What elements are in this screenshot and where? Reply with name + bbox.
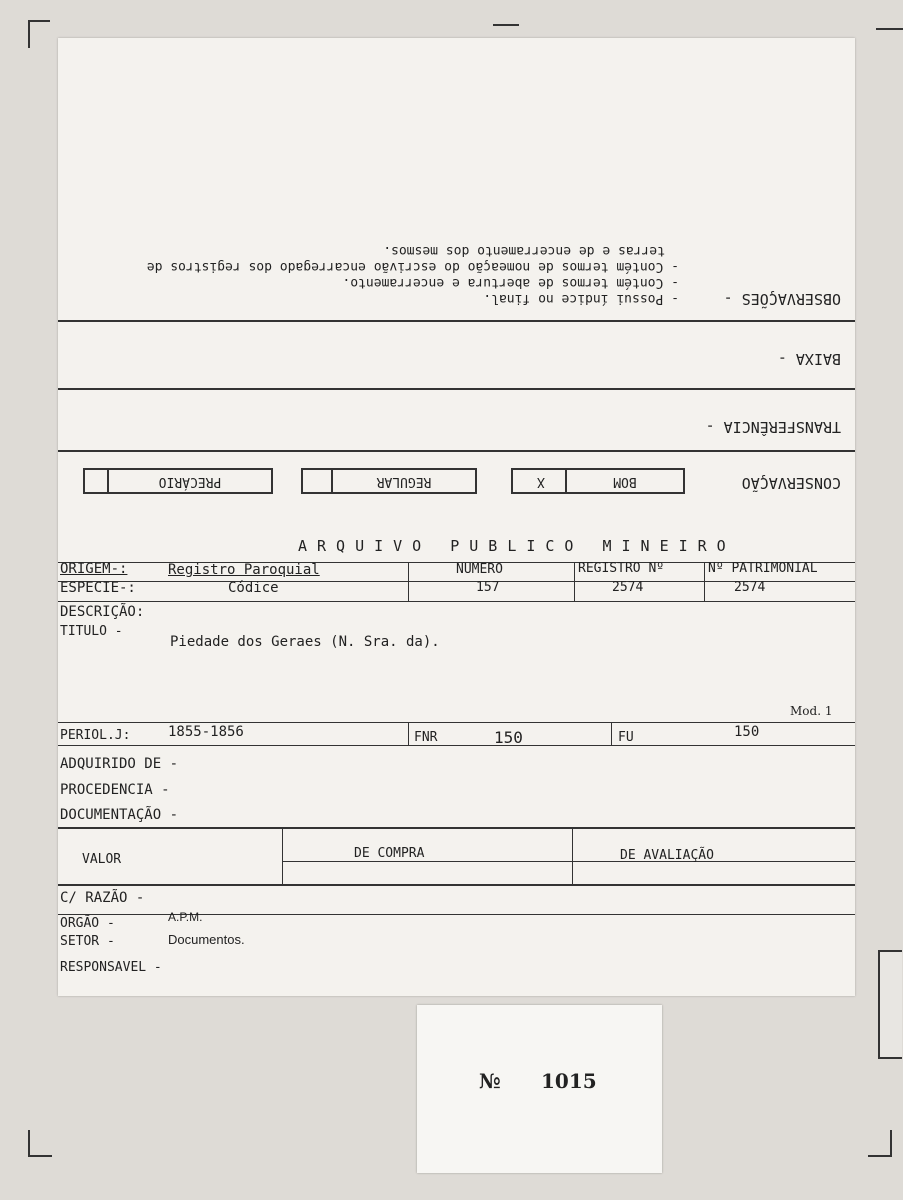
patrimonial-value: 2574 bbox=[734, 580, 766, 595]
procedencia-label: PROCEDENCIA - bbox=[60, 782, 170, 798]
column-divider bbox=[611, 722, 612, 745]
divider bbox=[282, 861, 855, 862]
divider bbox=[58, 722, 855, 723]
column-divider bbox=[282, 828, 283, 884]
orgao-label: ORGÃO - bbox=[60, 916, 115, 931]
observacao-line: - Possui índice no final. bbox=[483, 291, 679, 306]
origem-label: ORIGEM-: bbox=[60, 561, 128, 577]
inverted-section bbox=[58, 38, 855, 508]
transferencia-label: TRANSFERÊNCIA - bbox=[705, 418, 841, 436]
observacao-line: - Contém termos de abertura e encerramento. bbox=[342, 275, 679, 290]
divider bbox=[58, 601, 855, 602]
column-divider bbox=[574, 562, 575, 601]
patrimonial-label: Nº PATRIMONIAL bbox=[708, 561, 818, 576]
valor-compra-label: DE COMPRA bbox=[354, 846, 425, 861]
fu-label: FU bbox=[618, 730, 634, 745]
divider bbox=[58, 884, 855, 886]
numero-value: 157 bbox=[476, 580, 500, 595]
crop-mark bbox=[876, 28, 903, 30]
conservacao-precario-box bbox=[107, 468, 273, 494]
slip-number: 1015 bbox=[541, 1069, 597, 1093]
divider bbox=[58, 827, 855, 829]
setor-label: SETOR - bbox=[60, 934, 115, 949]
observacao-line: terras e de encerramento dos mesmos. bbox=[383, 243, 665, 258]
titulo-value: Piedade dos Geraes (N. Sra. da). bbox=[170, 634, 440, 650]
column-divider bbox=[408, 722, 409, 745]
column-divider bbox=[572, 828, 573, 884]
divider bbox=[58, 388, 855, 390]
adquirido-label: ADQUIRIDO DE - bbox=[60, 756, 179, 772]
conservacao-mark: X bbox=[537, 474, 545, 489]
conservacao-regular-label: REGULAR bbox=[376, 474, 432, 489]
conservacao-precario-check bbox=[83, 468, 111, 494]
setor-value: Documentos. bbox=[168, 932, 245, 947]
divider bbox=[58, 450, 855, 452]
responsavel-label: RESPONSAVEL - bbox=[60, 960, 162, 975]
documentacao-label: DOCUMENTAÇÃO - bbox=[60, 807, 179, 823]
baixa-label: BAIXA - bbox=[777, 350, 841, 368]
binder-tab bbox=[878, 950, 902, 1059]
divider bbox=[58, 745, 855, 746]
observacoes-label: OBSERVAÇÕES - bbox=[723, 290, 841, 308]
fnr-label: FNR bbox=[414, 730, 438, 745]
crop-mark bbox=[493, 24, 519, 26]
number-slip bbox=[417, 1005, 662, 1173]
periodo-label: PERIOL.J: bbox=[60, 728, 131, 743]
periodo-value: 1855-1856 bbox=[168, 724, 244, 740]
especie-label: ESPECIE-: bbox=[60, 580, 136, 596]
observacao-line: - Contém termos de nomeação do escrivão encarregado dos registros de bbox=[146, 259, 679, 274]
especie-value: Códice bbox=[228, 580, 279, 596]
registro-value: 2574 bbox=[612, 580, 644, 595]
archive-header: ARQUIVO PUBLICO MINEIRO bbox=[298, 537, 736, 555]
titulo-label: TITULO - bbox=[60, 624, 123, 639]
numero-symbol: № bbox=[479, 1069, 501, 1093]
conservacao-bom-box bbox=[565, 468, 685, 494]
numero-label: NUMERO bbox=[456, 562, 503, 577]
valor-label: VALOR bbox=[82, 852, 122, 867]
fu-value: 150 bbox=[734, 724, 760, 740]
crop-mark bbox=[868, 1130, 892, 1157]
conservacao-regular-box bbox=[331, 468, 477, 494]
conservacao-bom-label: BOM bbox=[613, 474, 637, 489]
column-divider bbox=[408, 562, 409, 601]
valor-avaliacao-label: DE AVALIAÇÃO bbox=[620, 848, 714, 863]
divider bbox=[58, 320, 855, 322]
origem-value: Registro Paroquial bbox=[168, 562, 320, 578]
razao-label: C/ RAZÃO - bbox=[60, 890, 145, 906]
orgao-value: A.P.M. bbox=[168, 910, 203, 924]
conservacao-precario-label: PRECÁRIO bbox=[158, 474, 222, 489]
crop-mark bbox=[28, 1130, 52, 1157]
conservacao-mark-box bbox=[511, 468, 569, 494]
registro-label: REGISTRO Nº bbox=[578, 561, 665, 576]
conservacao-label: CONSERVAÇÃO bbox=[741, 474, 841, 492]
descricao-label: DESCRIÇÃO: bbox=[60, 604, 145, 620]
conservacao-regular-check bbox=[301, 468, 335, 494]
column-divider bbox=[704, 562, 705, 601]
fnr-value: 150 bbox=[494, 728, 523, 747]
catalog-card bbox=[58, 38, 855, 996]
crop-mark bbox=[28, 20, 50, 48]
mod-label: Mod. 1 bbox=[790, 704, 833, 718]
